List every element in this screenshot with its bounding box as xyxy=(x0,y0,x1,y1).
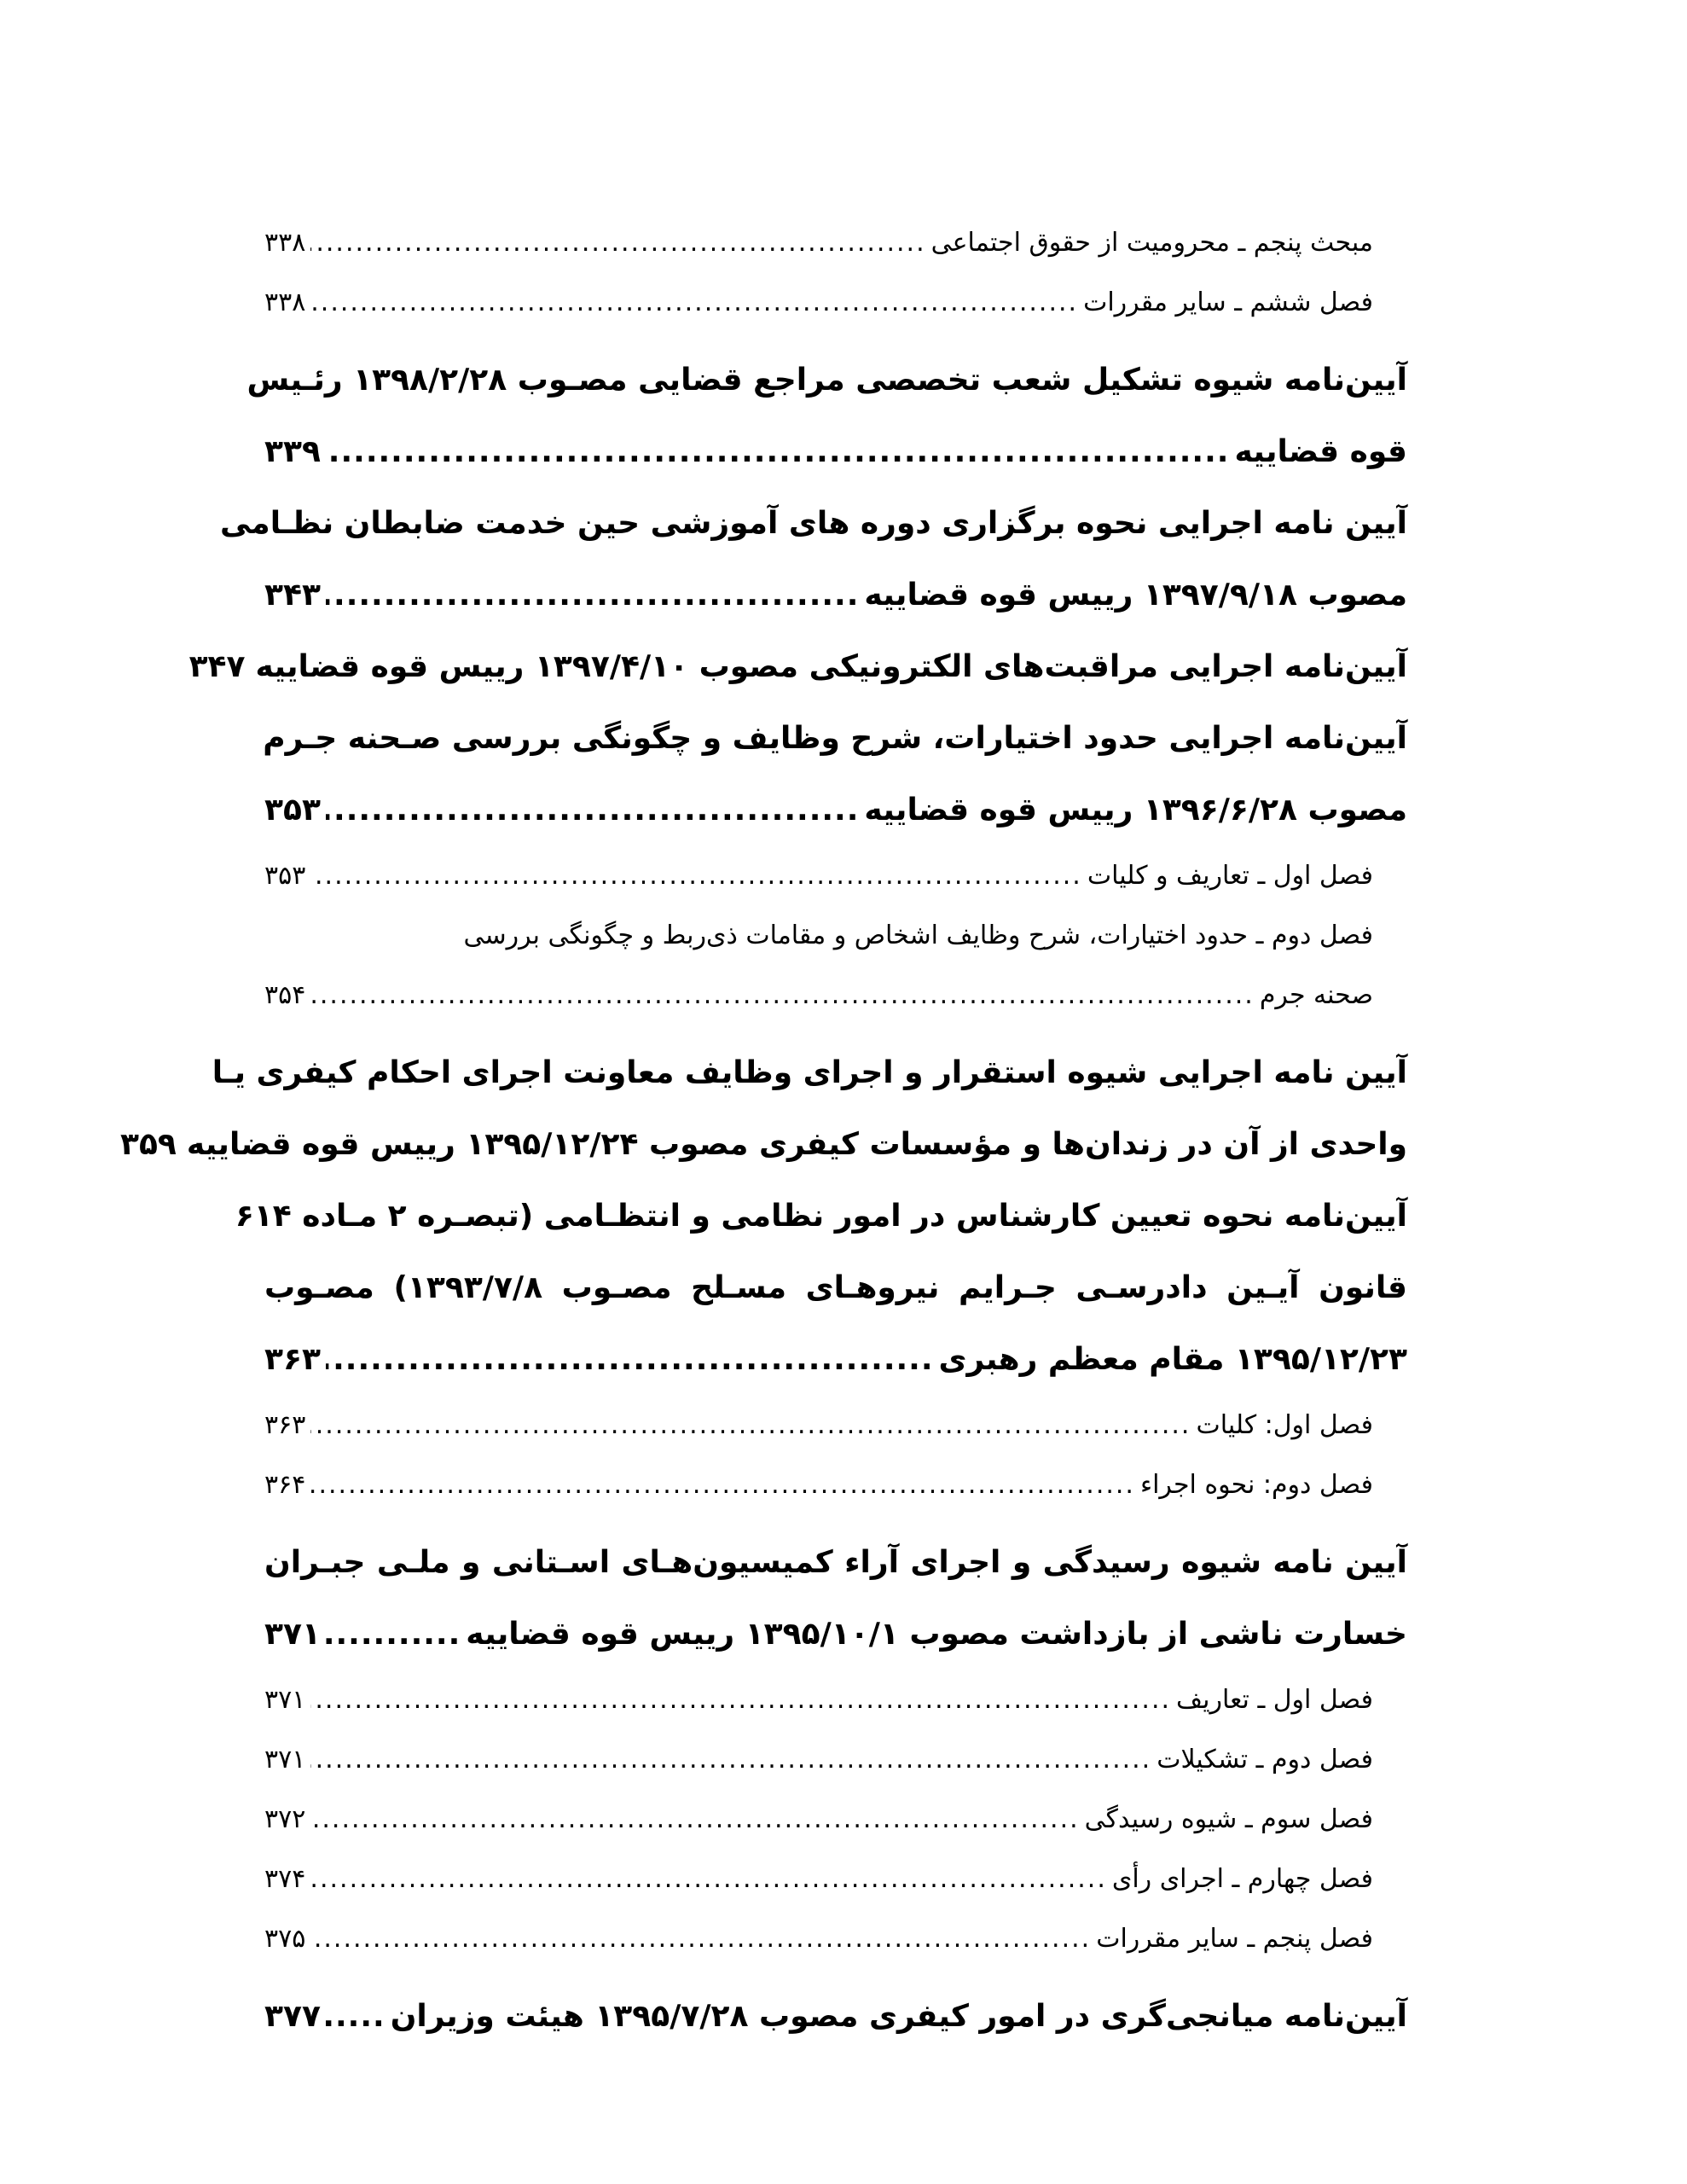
toc-entry-title: فصل چهارم ـ اجرای رأی xyxy=(1111,1864,1373,1894)
toc-entry-title: آیین‌نامه اجرایی مراقبت‌های الکترونیکی مصوب ۱۳۹۷/۴/۱۰ رییس قوه قضاییه xyxy=(255,649,1407,684)
dot-leader xyxy=(310,966,1254,1025)
toc-entry[interactable] xyxy=(264,703,1407,846)
toc-entry-title: فصل پنجم ـ سایر مقررات xyxy=(1096,1924,1373,1954)
toc-page-number: ۳۳۸ xyxy=(264,228,306,258)
toc-line xyxy=(264,1981,1407,2053)
toc-page-number: ۳۶۴ xyxy=(264,1470,306,1500)
dot-leader xyxy=(310,1909,1091,1969)
dot-leader xyxy=(326,1324,934,1396)
toc-entry[interactable] xyxy=(264,1730,1407,1790)
toc-entry-title: فصل سوم ـ شیوه رسیدگی xyxy=(1084,1804,1373,1834)
toc-entry[interactable] xyxy=(264,273,1407,333)
toc-entry-title-line: آیین‌نامه اجرایی حدود اختیارات، شرح وظایف و چگونگی بررسی صـحنه جـرم xyxy=(263,721,1407,756)
toc-line xyxy=(264,1670,1407,1730)
toc-line xyxy=(264,1790,1407,1850)
toc-entry-title: خسارت ناشی از بازداشت مصوب ۱۳۹۵/۱۰/۱ رییس قوه قضاییه xyxy=(466,1617,1407,1652)
toc-entry[interactable] xyxy=(264,1909,1407,1969)
dot-leader xyxy=(310,213,925,273)
toc-page-number: ۳۳۹ xyxy=(264,434,321,469)
toc-line xyxy=(119,1109,1407,1181)
dot-leader xyxy=(326,1981,386,2053)
toc-entry-title-line: آیین نامه اجرایی نحوه برگزاری دوره های آموزشی حین خدمت ضابطان نظـامی xyxy=(220,506,1407,541)
toc-page-number: ۳۷۲ xyxy=(264,1804,306,1834)
toc-line xyxy=(264,213,1407,273)
toc-entry[interactable] xyxy=(119,1037,1407,1181)
toc-line xyxy=(264,1455,1407,1515)
toc-entry-title: فصل اول: کلیات xyxy=(1196,1410,1373,1440)
toc-line xyxy=(264,273,1407,333)
toc-entry[interactable] xyxy=(235,1181,1407,1396)
toc-line xyxy=(264,775,1407,846)
toc-entry[interactable] xyxy=(264,1527,1407,1670)
toc-line xyxy=(264,1527,1407,1599)
toc-entry[interactable] xyxy=(264,1981,1407,2053)
toc-line xyxy=(264,1324,1407,1396)
dot-leader xyxy=(310,273,1078,333)
toc-line xyxy=(264,1730,1407,1790)
toc-page-number: ۳۳۸ xyxy=(264,288,306,317)
toc-line xyxy=(264,1909,1407,1969)
toc-entry[interactable] xyxy=(264,213,1407,273)
toc-line xyxy=(235,1181,1407,1252)
toc-line xyxy=(246,345,1407,416)
toc-entry-title: فصل اول ـ تعاریف و کلیات xyxy=(1087,861,1373,891)
toc-page-number: ۳۴۳ xyxy=(264,578,321,613)
toc-entry[interactable] xyxy=(220,488,1407,631)
toc-line xyxy=(220,488,1407,560)
toc-entry-title: فصل اول ـ تعاریف xyxy=(1176,1685,1373,1715)
toc-line xyxy=(264,846,1407,906)
toc-page-number: ۳۷۱ xyxy=(264,1617,321,1652)
toc-entry-title: واحدی از آن در زندان‌ها و مؤسسات کیفری مصوب ۱۳۹۵/۱۲/۲۴ رییس قوه قضاییه xyxy=(186,1127,1407,1162)
toc-entry-title: مصوب ۱۳۹۷/۹/۱۸ رییس قوه قضاییه xyxy=(864,578,1407,613)
toc-line xyxy=(264,1599,1407,1670)
toc-line xyxy=(264,1252,1407,1324)
toc-entry[interactable] xyxy=(264,1455,1407,1515)
toc-entry[interactable] xyxy=(264,1790,1407,1850)
dot-leader xyxy=(326,1599,461,1670)
toc-page xyxy=(119,213,1407,2053)
dot-leader xyxy=(310,846,1082,906)
toc-line xyxy=(264,1396,1407,1455)
dot-leader xyxy=(310,1455,1135,1515)
dot-leader xyxy=(310,1730,1151,1790)
toc-page-number: ۳۷۴ xyxy=(264,1864,306,1894)
toc-entry[interactable] xyxy=(264,846,1407,906)
toc-page-number: ۳۷۷ xyxy=(264,1999,321,2034)
toc-entry-title-line: آیین‌نامه شیوه تشکیل شعب تخصصی مراجع قضایی مصـوب ۱۳۹۸/۲/۲۸ رئـیس xyxy=(246,363,1407,398)
toc-page-number: ۳۴۷ xyxy=(188,649,246,684)
toc-entry-title-line: قانون آیـین دادرسـی جـرایم نیروهـای مسـلح مصـوب ۱۳۹۳/۷/۸) مصـوب xyxy=(264,1270,1407,1305)
toc-entry-title: قوه قضاییه xyxy=(1234,434,1407,469)
toc-line xyxy=(264,703,1407,775)
toc-page-number: ۳۷۵ xyxy=(264,1924,306,1954)
toc-entry[interactable] xyxy=(264,1396,1407,1455)
toc-page-number: ۳۵۳ xyxy=(264,793,321,828)
toc-entry[interactable] xyxy=(264,906,1407,1025)
toc-page-number: ۳۷۱ xyxy=(264,1745,306,1774)
toc-entry-title: مبحث پنجم ـ محرومیت از حقوق اجتماعی xyxy=(930,228,1373,258)
toc-entry-title: مصوب ۱۳۹۶/۶/۲۸ رییس قوه قضاییه xyxy=(864,793,1407,828)
toc-entry-title-line: آیین‌نامه نحوه تعیین کارشناس در امور نظامی و انتظـامی (تبصـره ۲ مـاده ۶۱۴ xyxy=(235,1199,1407,1234)
dot-leader xyxy=(310,1790,1079,1850)
toc-entry[interactable] xyxy=(264,1850,1407,1909)
toc-entry-title: آیین‌نامه میانجی‌گری در امور کیفری مصوب ۱۳۹۵/۷/۲۸ هیئت وزیران xyxy=(390,1999,1407,2034)
dot-leader xyxy=(326,416,1230,488)
toc-line xyxy=(264,906,1407,966)
toc-line xyxy=(188,631,1407,703)
toc-page-number: ۳۶۳ xyxy=(264,1342,321,1377)
toc-line xyxy=(264,966,1407,1025)
toc-entry-title-line: آیین نامه اجرایی شیوه استقرار و اجرای وظایف معاونت اجرای احکام کیفری یـا xyxy=(212,1055,1407,1090)
toc-entry[interactable] xyxy=(188,631,1407,703)
toc-entry-title-line: فصل دوم ـ حدود اختیارات، شرح وظایف اشخاص و مقامات ذی‌ربط و چگونگی بررسی xyxy=(463,921,1373,950)
dot-leader xyxy=(326,560,859,631)
dot-leader xyxy=(310,1670,1171,1730)
toc-line xyxy=(264,1850,1407,1909)
toc-entry[interactable] xyxy=(264,1670,1407,1730)
toc-entry-title: صحنه جرم xyxy=(1259,980,1373,1010)
toc-line xyxy=(264,416,1407,488)
toc-entry-title: فصل دوم ـ تشکیلات xyxy=(1157,1745,1373,1774)
toc-line xyxy=(212,1037,1407,1109)
dot-leader xyxy=(310,1396,1191,1455)
toc-entry-title: فصل ششم ـ سایر مقررات xyxy=(1083,288,1373,317)
dot-leader xyxy=(326,775,859,846)
toc-page-number: ۳۵۹ xyxy=(119,1127,177,1162)
toc-entry-title: ۱۳۹۵/۱۲/۲۳ مقام معظم رهبری xyxy=(938,1342,1407,1377)
toc-page-number: ۳۶۳ xyxy=(264,1410,306,1440)
toc-page-number: ۳۷۱ xyxy=(264,1685,306,1715)
toc-page-number: ۳۵۴ xyxy=(264,980,306,1010)
toc-entry-title: فصل دوم: نحوه اجراء xyxy=(1139,1470,1373,1500)
toc-page-number: ۳۵۳ xyxy=(264,861,306,891)
toc-entry[interactable] xyxy=(246,345,1407,488)
dot-leader xyxy=(310,1850,1107,1909)
toc-line xyxy=(264,560,1407,631)
toc-entry-title-line: آیین نامه شیوه رسیدگی و اجرای آراء کمیسیون‌هـای اسـتانی و ملـی جبـران xyxy=(264,1545,1407,1580)
